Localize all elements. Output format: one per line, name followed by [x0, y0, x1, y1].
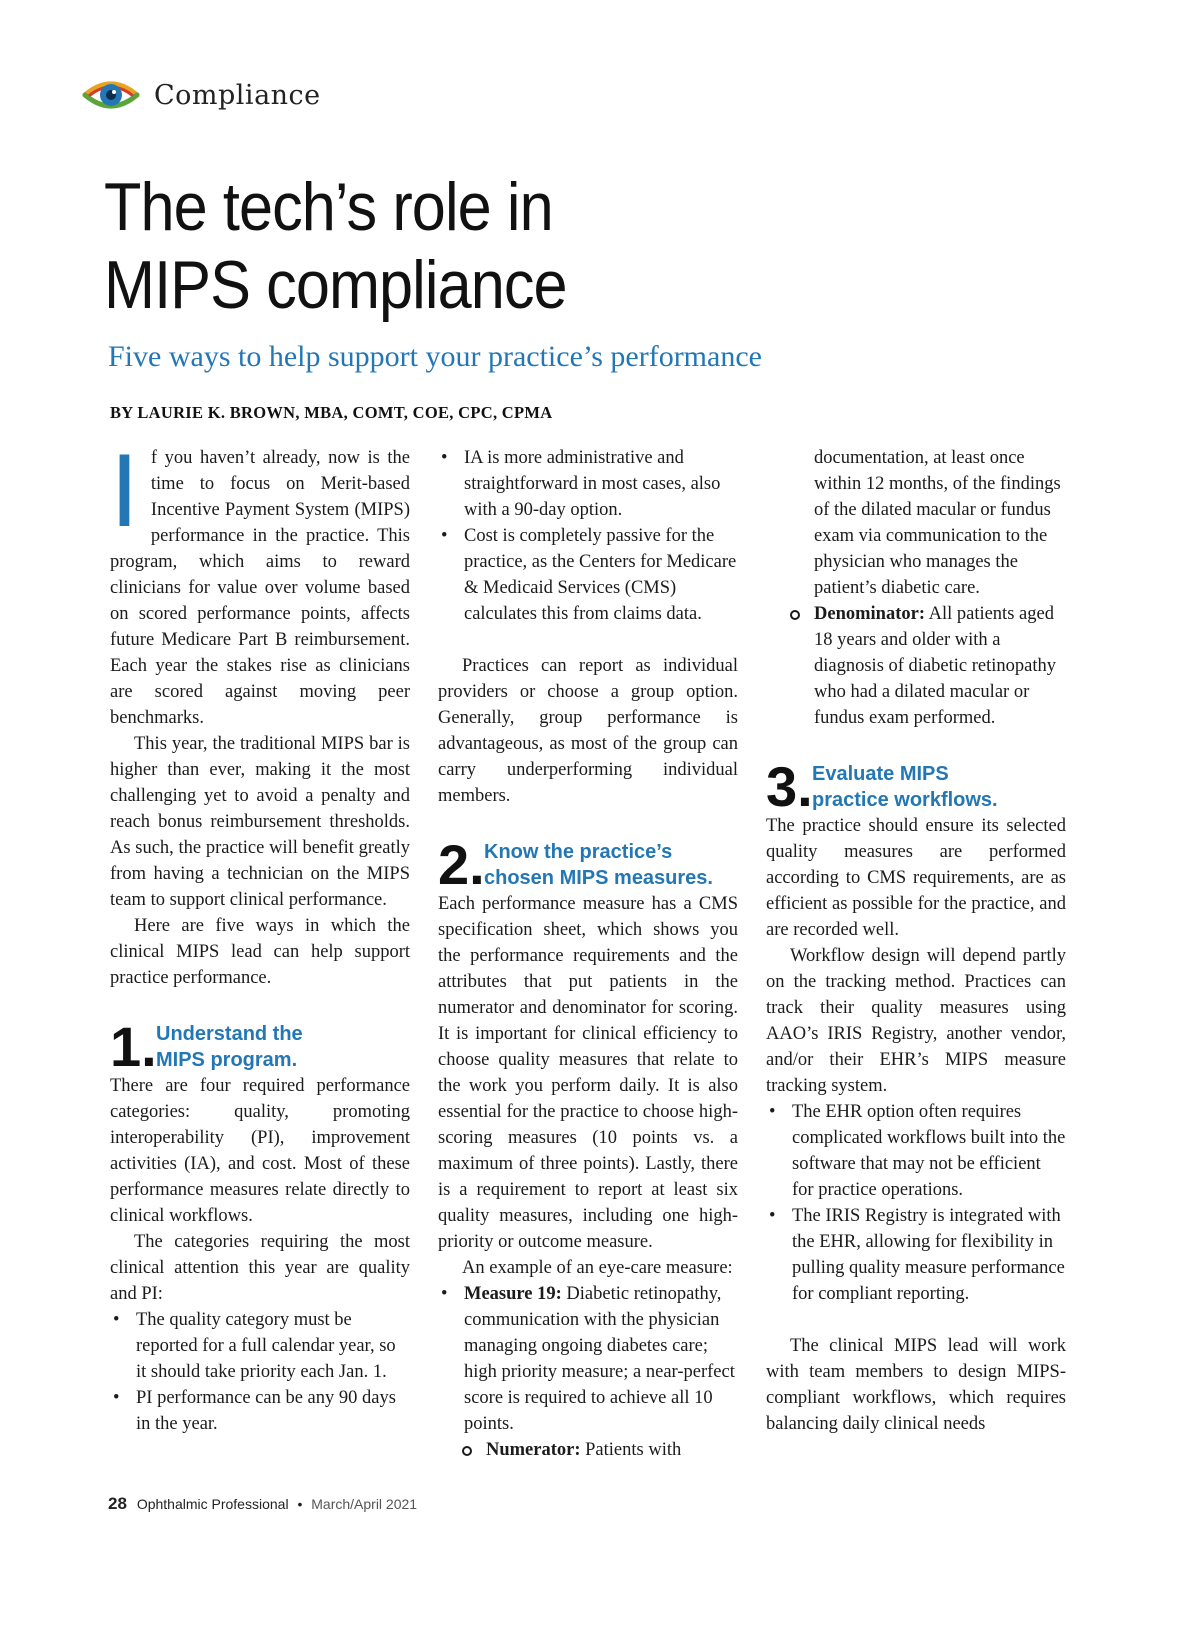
paragraph: There are four required performance categories: quality, promoting interoperability (PI), improvement activities (IA), and cost. Most of these performance measures relate directly to clinical workflows.: [110, 1076, 410, 1226]
article-subtitle: Five ways to help support your practice’s performance: [108, 340, 762, 373]
bullet-list: [110, 1307, 410, 1437]
list-item: • PI performance can be any 90 days in the year.: [110, 1385, 410, 1437]
section-number: 1.: [110, 1015, 157, 1078]
eye-logo-icon: [82, 77, 140, 113]
list-item-continued: documentation, at least once within 12 months, of the findings of the dilated macular or fundus exam via communication to the physician who manages the patient’s diabetic care.: [814, 448, 1061, 598]
section-number: 3.: [766, 755, 813, 818]
paragraph: The categories requiring the most clinical attention this year are quality and PI:: [110, 1232, 410, 1304]
section-title: Evaluate MIPS practice workflows.: [812, 763, 998, 811]
article-title: [104, 168, 788, 324]
section-1-heading: [110, 1015, 410, 1078]
list-item: • The quality category must be reported for a full calendar year, so it should take priority each Jan. 1.: [110, 1307, 410, 1385]
column-3: [766, 445, 1066, 1437]
intro-paragraph: If you haven’t already, now is the time to focus on Merit-based Incentive Payment System (MIPS) performance in the practice. This program, which aims to reward clinicians for value over volume based on scored performance points, affects future Medicare Part B reimbursement. Each year the stakes rise as clinicians are scored against moving peer benchmarks.: [110, 433, 410, 728]
paragraph: An example of an eye-care measure:: [462, 1258, 733, 1278]
section-number: 2.: [438, 833, 485, 896]
section-header: [82, 70, 321, 120]
list-item: • The EHR option often requires complicated workflows built into the software that may not be efficient for practice operations.: [766, 1099, 1066, 1203]
publication-name: Ophthalmic Professional: [136, 1496, 289, 1512]
paragraph: Each performance measure has a CMS specification sheet, which shows you the performance requirements and the attributes that put patients in the numerator and denominator for scoring. It is important for clinical efficiency to choose quality measures that relate to the work you perform daily. It is also essential for the practice to choose high-scoring measures (10 points vs. a maximum of three points). Lastly, there is a requirement to report at least six quality measures, including one high-priority or outcome measure.: [438, 894, 738, 1252]
paragraph: The clinical MIPS lead will work with team members to design MIPS-compliant workflows, which requires balancing daily clinical needs: [766, 1336, 1066, 1434]
list-item: Denominator: All patients aged 18 years and older with a diagnosis of diabetic retinopathy who had a dilated macular or fundus exam performed.: [766, 601, 1066, 731]
paragraph: Practices can report as individual providers or choose a group option. Generally, group performance is advantageous, as most of the group can carry underperforming individual members.: [438, 656, 738, 806]
page-number: 28: [108, 1494, 127, 1513]
sub-bullet-list: [766, 601, 1066, 731]
section-2-heading: [438, 833, 738, 896]
section-title: Know the practice’s chosen MIPS measures.: [484, 841, 713, 889]
paragraph: This year, the traditional MIPS bar is higher than ever, making it the most challenging yet to avoid a penalty and reach bonus reimbursement thresholds. As such, the practice will benefit greatly from having a technician on the MIPS team to support clinical performance.: [110, 734, 410, 910]
list-item: • Cost is completely passive for the practice, as the Centers for Medicare & Medicaid Services (CMS) calculates this from claims data.: [438, 523, 738, 627]
issue-date: March/April 2021: [311, 1496, 418, 1512]
section-title: Understand the MIPS program.: [156, 1023, 303, 1071]
title-line-1: The tech’s role in: [104, 169, 553, 245]
column-1: [110, 433, 410, 1437]
list-item: • The IRIS Registry is integrated with the EHR, allowing for flexibility in pulling quality measure performance for compliant reporting.: [766, 1203, 1066, 1307]
paragraph: Workflow design will depend partly on the tracking method. Practices can track their quality measures using AAO’s IRIS Registry, another vendor, and/or their EHR’s MIPS measure tracking system.: [766, 946, 1066, 1096]
sub-bullet-list: [438, 1437, 738, 1463]
page-footer: [108, 1494, 417, 1514]
paragraph: The practice should ensure its selected quality measures are performed according to CMS requirements, are as efficient as possible for the practice, and are recorded well.: [766, 816, 1066, 940]
byline: BY LAURIE K. BROWN, MBA, COMT, COE, CPC, CPMA: [110, 403, 553, 422]
footer-separator: •: [297, 1496, 303, 1512]
bullet-list: [438, 1281, 738, 1437]
list-item: • IA is more administrative and straightforward in most cases, also with a 90-day option.: [438, 445, 738, 523]
section-label: Compliance: [154, 79, 321, 111]
list-item: • Measure 19: Diabetic retinopathy, communication with the physician managing ongoing diabetes care; high priority measure; a near-perfect score is required to achieve all 10 points.: [438, 1281, 738, 1437]
bullet-list: [438, 445, 738, 627]
paragraph: Here are five ways in which the clinical MIPS lead can help support practice performance.: [110, 916, 410, 988]
drop-cap: I: [110, 433, 139, 549]
title-line-2: MIPS compliance: [104, 247, 567, 323]
list-item: Numerator: Patients with: [438, 1437, 738, 1463]
section-3-heading: [766, 755, 1066, 818]
column-2: [438, 445, 738, 1463]
bullet-list: [766, 1099, 1066, 1307]
